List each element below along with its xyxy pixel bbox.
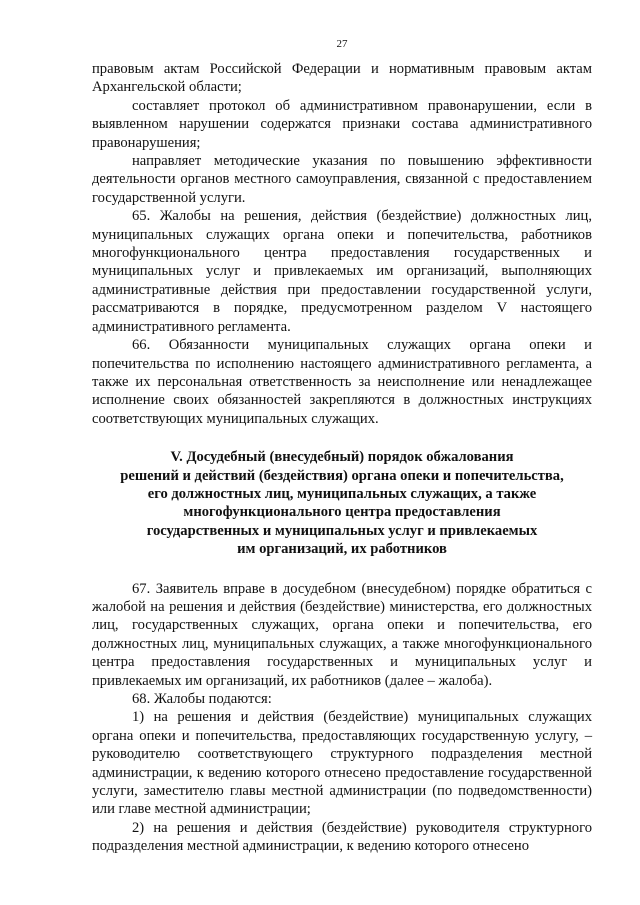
- paragraph: направляет методические указания по повышению эффективности деятельности органов местного самоуправления, связанной с предоставлением государственной услуги.: [92, 153, 592, 206]
- section-heading-line: многофункционального центра предоставления: [183, 504, 501, 521]
- paragraph: составляет протокол об административном правонарушении, если в выявленном нарушении содержатся признаки состава административного правонарушения;: [92, 97, 592, 151]
- section-heading-line: V. Досудебный (внесудебный) порядок обжалования: [170, 449, 514, 466]
- paragraph: правовым актам Российской Федерации и нормативным правовым актам Архангельской области;: [92, 61, 592, 96]
- paragraph: 68. Жалобы подаются:: [132, 691, 272, 707]
- paragraph: 66. Обязанности муниципальных служащих органа опеки и попечительства по исполнению настоящего административного регламента, а также их персональная ответственность за неисполнение или ненадлежащее исполнение своих обязанностей закрепляются в должностных инструкциях соответствующих муниципальных служащих.: [92, 337, 592, 427]
- document-body: [92, 60, 592, 856]
- paragraphs-after-section: [92, 580, 592, 856]
- paragraph: 65. Жалобы на решения, действия (бездействие) должностных лиц, муниципальных служащих органа опеки и попечительства, работников многофункционального центра предоставления государственных и муниципальных услуг и привлекаемых им организаций, выполняющих административные действия при предоставлении государственной услуги, рассматриваются в порядке, предусмотренном разделом V настоящего административного регламента.: [92, 208, 592, 335]
- section-heading-line: его должностных лиц, муниципальных служащих, а также: [147, 485, 537, 502]
- paragraph: 1) на решения и действия (бездействие) муниципальных служащих органа опеки и попечительства, предоставляющих государственную услугу, – руководителю соответствующего структурного подразделения местной администрации, к ведению которого отнесено предоставление государственной услуги, заместителю главы местной администрации (по подведомственности) или главе местной администрации;: [92, 709, 592, 818]
- paragraphs-before-section: [92, 60, 592, 428]
- paragraph: 67. Заявитель вправе в досудебном (внесудебном) порядке обратиться с жалобой на решения и действия (бездействие) министерства, его должностных лиц, государственных служащих, органа опеки и попечительства, его должностных лиц, муниципальных служащих, а также многофункционального центра предоставления государственных и муниципальных услуг и привлекаемых им организаций, их работников (далее – жалоба).: [92, 580, 592, 689]
- section-heading-line: решений и действий (бездействия) органа опеки и попечительства,: [120, 467, 564, 484]
- page-number: 27: [336, 38, 348, 50]
- section-heading: [92, 448, 592, 558]
- document-page: [92, 0, 592, 905]
- paragraph: 2) на решения и действия (бездействие) руководителя структурного подразделения местной администрации, к ведению которого отнесено: [92, 819, 592, 855]
- section-heading-line: государственных и муниципальных услуг и привлекаемых: [146, 522, 538, 539]
- section-heading-line: им организаций, их работников: [237, 541, 447, 558]
